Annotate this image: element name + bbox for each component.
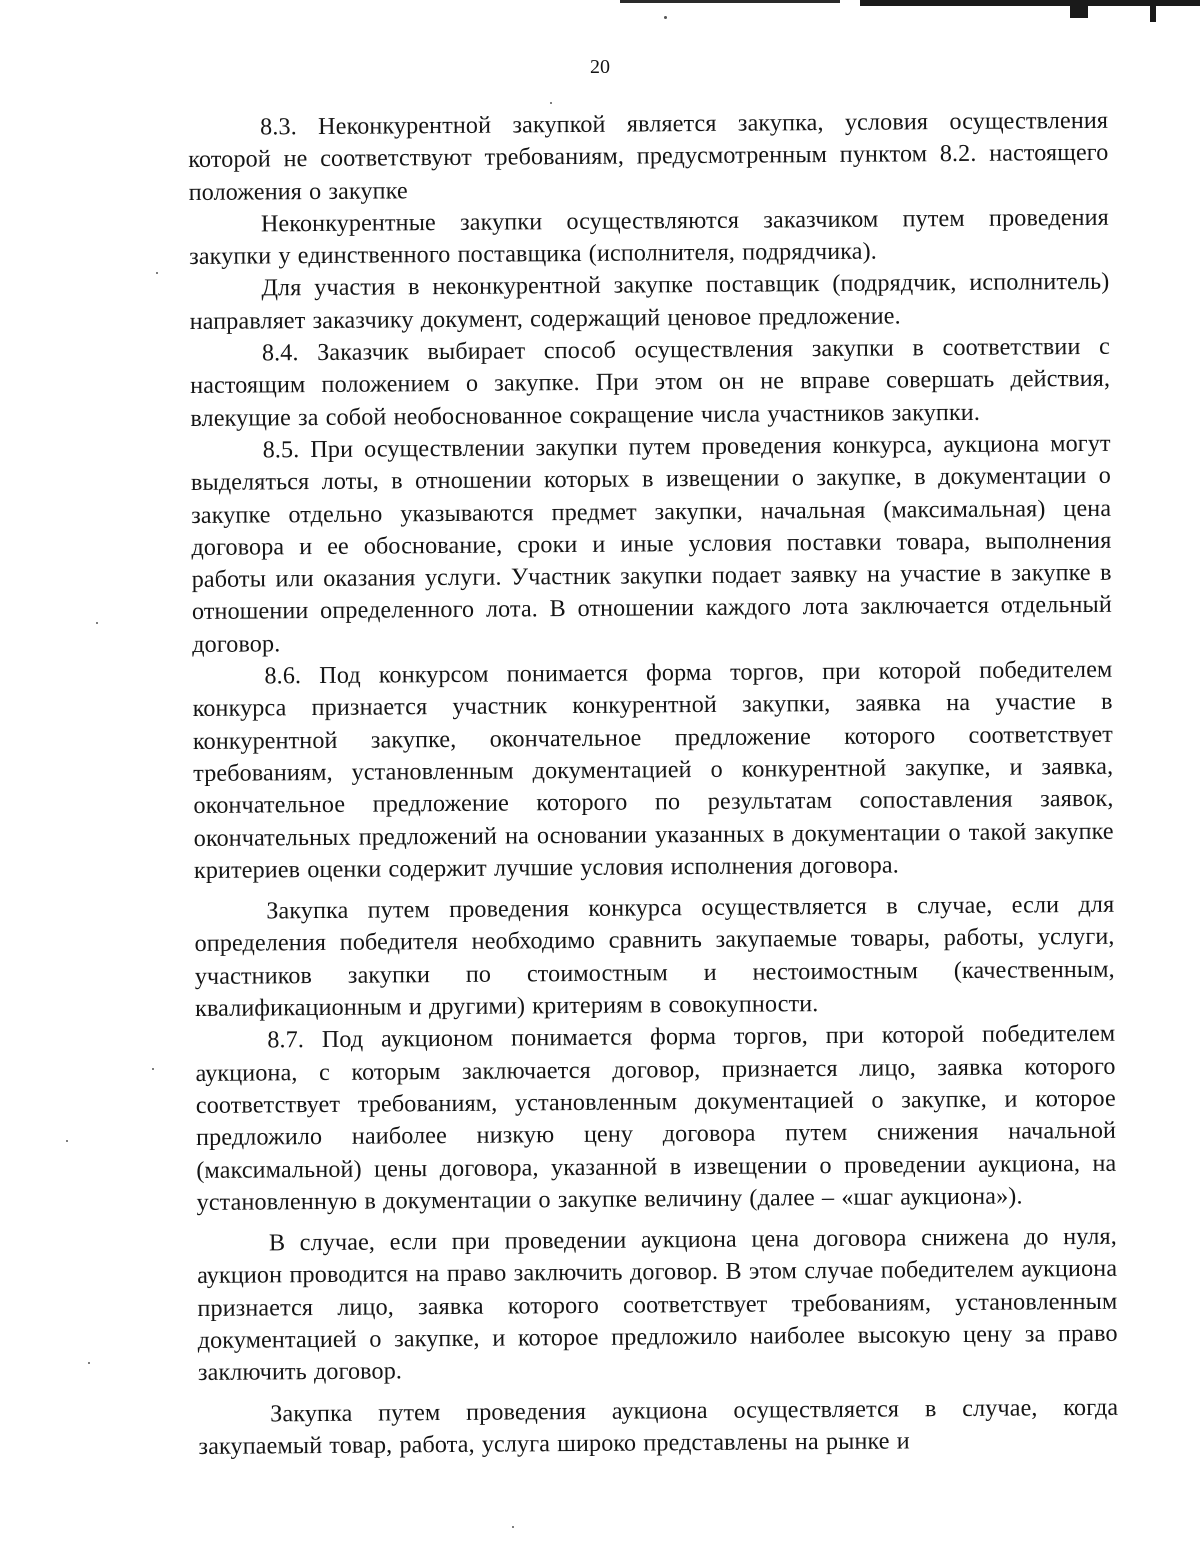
scan-speck xyxy=(66,1140,68,1142)
paragraph-auction-usage: Закупка путем проведения аукциона осуществляется в случае, когда закупаемый товар, работа, услуга широко представлены на рынке и xyxy=(198,1393,1119,1460)
scan-speck xyxy=(152,1068,154,1070)
paragraph-competition-usage: Закупка путем проведения конкурса осуществляется в случае, если для определения победителя необходимо сравнить закупаемые товары, работы, услуги, участников закупки по стоимостным и нестоимостным (качественным, квалификационным и другими) критериям в совокупности. xyxy=(194,890,1115,1022)
paragraph-8-4: 8.4. Заказчик выбирает способ осуществления закупки в соответствии с настоящим положением о закупке. При этом он не вправе совершать действия, влекущие за собой необоснованное сокращение числа участников закупки. xyxy=(190,332,1111,432)
paragraph-8-5: 8.5. При осуществлении закупки путем проведения конкурса, аукциона могут выделяться лоты, в отношении которых в извещении о закупке, в документации о закупке отдельно указываются предмет закупки, начальная (максимальная) цена договора и ее обоснование, сроки и иные условия поставки товара, выполнения работы или оказания услуги. Участник закупки подает заявку на участие в закупке в отношении определенного лота. В отношении каждого лота заключается отдельный договор. xyxy=(190,429,1113,658)
paragraph-auction-zero-price: В случае, если при проведении аукциона цена договора снижена до нуля, аукцион проводится на право заключить договор. В этом случае победителем аукциона признается лицо, заявка которого соответствует требованиям, установленным документацией о закупке, и которое предложило наиболее высокую цену за право заключить договор. xyxy=(197,1222,1118,1387)
scan-speck xyxy=(96,622,98,624)
paragraph-8-3: 8.3. Неконкурентной закупкой является закупка, условия осуществления которой не соответствуют требованиям, предусмотренным пунктом 8.2. настоящего положения о закупке xyxy=(188,106,1109,206)
scan-edge-bar xyxy=(620,0,840,3)
scan-edge-mark xyxy=(1070,0,1088,18)
document-body xyxy=(188,105,1119,1463)
scan-speck xyxy=(664,16,667,19)
page-number: 20 xyxy=(590,56,610,78)
paragraph-8-6: 8.6. Под конкурсом понимается форма торгов, при которой победителем конкурса признается участник конкурентной закупки, заявка на участие в конкурентной закупке, окончательное предложение которого соответствует требованиям, установленным документацией о конкурентной закупке, и заявка, окончательное предложение которого по результатам сопоставления заявок, окончательных предложений на основании указанных в документации о такой закупке критериев оценки содержит лучшие условия исполнения договора. xyxy=(192,655,1114,884)
paragraph-noncompetitive-participation: Для участия в неконкурентной закупке поставщик (подрядчик, исполнитель) направляет заказчику документ, содержащий ценовое предложение. xyxy=(189,268,1110,335)
scan-edge-bar xyxy=(860,0,1200,6)
paragraph-8-7: 8.7. Под аукционом понимается форма торгов, при которой победителем аукциона, с которым заключается договор, признается лицо, заявка которого соответствует требованиям, установленным документацией о закупке, и которое предложило наиболее низкую цену договора путем снижения начальной (максимальной) цены договора, указанной в извещении о проведении аукциона, на установленную в документации о закупке величину (далее – «шаг аукциона»). xyxy=(195,1020,1117,1216)
scan-speck xyxy=(512,1526,514,1528)
scan-speck xyxy=(550,102,552,104)
scan-speck xyxy=(88,1362,90,1364)
paragraph-noncompetitive-methods: Неконкурентные закупки осуществляются заказчиком путем проведения закупки у единственного поставщика (исполнителя, подрядчика). xyxy=(189,203,1109,271)
scan-speck xyxy=(156,272,158,274)
scan-edge-mark xyxy=(1150,0,1156,22)
